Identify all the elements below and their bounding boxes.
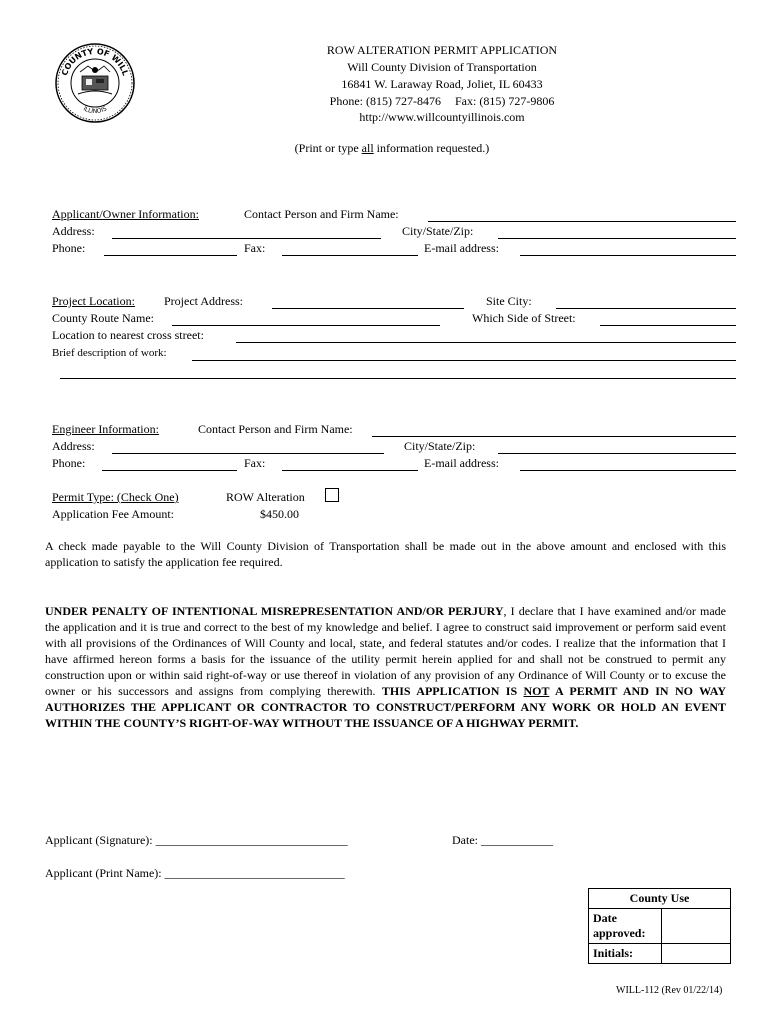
engineer-address-label: Address: <box>52 439 95 453</box>
engineer-email-label: E-mail address: <box>424 456 499 470</box>
engineer-heading: Engineer Information: <box>52 422 159 436</box>
form-revision: WILL-112 (Rev 01/22/14) <box>616 985 723 996</box>
county-use-heading: County Use <box>589 889 731 909</box>
work-description-field-2[interactable] <box>60 378 736 379</box>
org-phone: Phone: (815) 727-8476 <box>329 94 441 108</box>
county-use-box <box>588 888 731 964</box>
applicant-signature-field[interactable]: Applicant (Signature): ________________________________ <box>45 833 348 847</box>
applicant-phone-field[interactable] <box>104 255 237 256</box>
applicant-email-label: E-mail address: <box>424 241 499 255</box>
project-address-field[interactable] <box>272 308 464 309</box>
engineer-phone-label: Phone: <box>52 456 86 470</box>
check-note: A check made payable to the Will County Division of Transportation shall be made out in the above amount and enclosed with this application to satisfy the application fee required. <box>45 539 726 569</box>
applicant-heading: Applicant/Owner Information: <box>52 207 199 221</box>
cross-street-label: Location to nearest cross street: <box>52 328 204 342</box>
applicant-contact-label: Contact Person and Firm Name: <box>244 207 399 221</box>
project-address-label: Project Address: <box>164 294 243 308</box>
svg-text:ILLINOIS: ILLINOIS <box>82 105 108 115</box>
applicant-address-label: Address: <box>52 224 95 238</box>
site-city-label: Site City: <box>486 294 532 308</box>
fee-value: $450.00 <box>260 507 299 521</box>
org-fax: Fax: (815) 727-9806 <box>455 94 555 108</box>
applicant-contact-field[interactable] <box>428 221 736 222</box>
project-heading: Project Location: <box>52 294 135 308</box>
applicant-phone-label: Phone: <box>52 241 86 255</box>
engineer-contact-label: Contact Person and Firm Name: <box>198 422 353 436</box>
site-city-field[interactable] <box>556 308 736 309</box>
cross-street-field[interactable] <box>236 342 736 343</box>
date-field[interactable]: Date: ____________ <box>452 833 553 847</box>
row-alteration-checkbox[interactable] <box>325 488 339 502</box>
engineer-address-field[interactable] <box>112 453 384 454</box>
engineer-phone-field[interactable] <box>102 470 237 471</box>
applicant-email-field[interactable] <box>520 255 736 256</box>
date-approved-label: Date approved: <box>589 909 662 944</box>
engineer-fax-field[interactable] <box>282 470 418 471</box>
county-route-label: County Route Name: <box>52 311 154 325</box>
applicant-city-label: City/State/Zip: <box>402 224 474 238</box>
date-approved-field[interactable] <box>662 909 731 944</box>
org-contact <box>250 94 634 108</box>
declaration: UNDER PENALTY OF INTENTIONAL MISREPRESENTATION AND/OR PERJURY, I declare that I have examined and/or made the application and it is true and correct to the best of my knowledge and belief. I agree to construct said improvement or perform said event with all provisions of the Ordinances of Will County and local, state, and federal statutes and/or codes. I realize that the information that I have affirmed hereon forms a basis for the issuance of the utility permit herein applied for and shall not be construed to permit any construction upon or within said right-of-way or use thereof in violation of any provision of any Ordinance of Will County or to excuse the owner or his successors and assigns from complying therewith. THIS APPLICATION IS NOT A PERMIT AND IN NO WAY AUTHORIZES THE APPLICANT OR CONTRACTOR TO CONSTRUCT/PERFORM ANY WORK OR HOLD AN EVENT WITHIN THE COUNTY’S RIGHT-OF-WAY WITHOUT THE ISSUANCE OF A HIGHWAY PERMIT. <box>45 604 727 730</box>
work-description-label: Brief description of work: <box>52 347 167 359</box>
org-address: 16841 W. Laraway Road, Joliet, IL 60433 <box>341 77 543 91</box>
applicant-city-field[interactable] <box>498 238 736 239</box>
svg-text:COUNTY OF WILL: COUNTY OF WILL <box>60 46 130 77</box>
engineer-fax-label: Fax: <box>244 456 266 470</box>
org-url[interactable]: http://www.willcountyillinois.com <box>359 110 525 124</box>
engineer-city-label: City/State/Zip: <box>404 439 476 453</box>
org-name: Will County Division of Transportation <box>347 60 537 74</box>
county-route-field[interactable] <box>172 325 440 326</box>
street-side-label: Which Side of Street: <box>472 311 576 325</box>
row-alteration-label: ROW Alteration <box>226 490 305 504</box>
applicant-fax-field[interactable] <box>282 255 418 256</box>
fee-label: Application Fee Amount: <box>52 507 174 521</box>
work-description-field[interactable] <box>192 360 736 361</box>
initials-field[interactable] <box>662 944 731 964</box>
applicant-fax-label: Fax: <box>244 241 266 255</box>
initials-label: Initials: <box>589 944 662 964</box>
applicant-address-field[interactable] <box>112 238 381 239</box>
permit-type-heading: Permit Type: (Check One) <box>52 490 179 504</box>
engineer-email-field[interactable] <box>520 470 736 471</box>
form-title: ROW ALTERATION PERMIT APPLICATION <box>326 43 558 57</box>
county-seal-logo <box>54 42 136 124</box>
engineer-city-field[interactable] <box>498 453 736 454</box>
applicant-print-name-field[interactable]: Applicant (Print Name): ______________________________ <box>45 866 345 880</box>
instruction: (Print or type all information requested.) <box>294 141 490 155</box>
engineer-contact-field[interactable] <box>372 436 736 437</box>
street-side-field[interactable] <box>600 325 736 326</box>
